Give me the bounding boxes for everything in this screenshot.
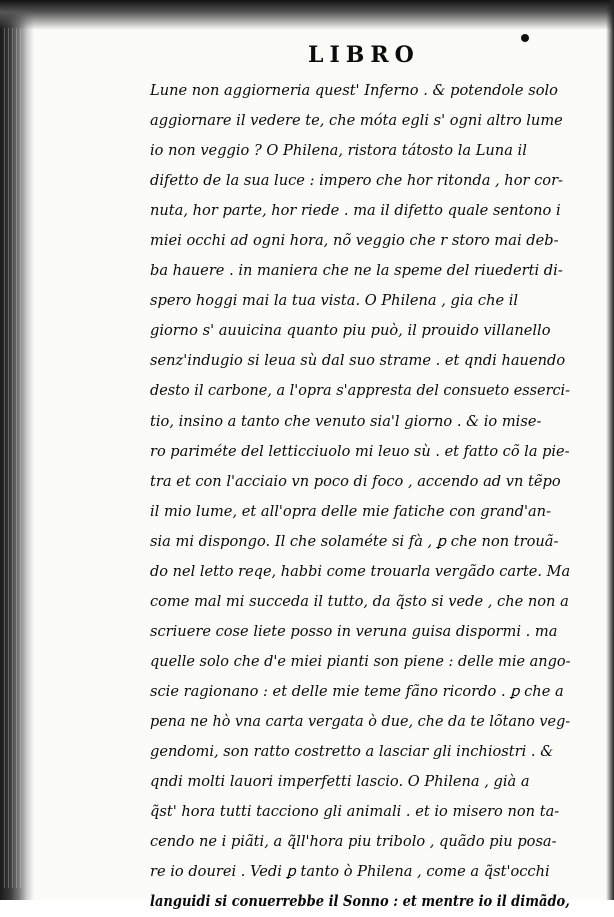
text-line: senz'indugio si leua sù dal suo strame . et qndi hauendo <box>150 352 566 370</box>
top-edge-shadow <box>0 0 614 30</box>
text-line: re io dourei . Vedi ꝑ tanto ò Philena , come a q̃st'occhi <box>150 863 550 881</box>
text-line: Lune non aggiorneria quest' Inferno . & potendole solo <box>150 82 558 99</box>
text-line: difetto de la sua luce : impero che hor ritonda , hor cor- <box>150 172 563 190</box>
text-line: scriuere cose liete posso in veruna guisa dispormi . ma <box>150 622 558 640</box>
text-line: pena ne hò vna carta vergata ò due, che da te lõtano veg- <box>150 712 571 730</box>
text-line: gendomi, son ratto costretto a lasciar gli inchiostri . & <box>150 743 554 761</box>
text-line: languidi si conuerrebbe il Sonno : et mentre io il dimãdo, <box>150 893 570 911</box>
text-line: sia mi dispongo. Il che solaméte si fà , ꝑ che non trouã- <box>150 532 559 550</box>
text-line: do nel letto reqe, habbi come trouarla vergãdo carte. Ma <box>150 562 571 580</box>
text-line: il mio lume, et all'opra delle mie fatiche con grand'an- <box>150 502 552 520</box>
text-line: spero hoggi mai la tua vista. O Philena , gia che il <box>150 292 519 310</box>
page-edges <box>4 28 22 888</box>
text-line: come mal mi succeda il tutto, da q̃sto si vede , che non a <box>150 592 569 610</box>
text-line: nuta, hor parte, hor riede . ma il difetto quale sentono i <box>150 202 561 220</box>
text-line: miei occhi ad ogni hora, nõ veggio che r storo mai deb- <box>150 232 559 250</box>
text-line: tra et con l'acciaio vn poco di foco , accendo ad vn tẽpo <box>150 472 561 490</box>
text-line: cendo ne i piãti, a q̃ll'hora piu tribolo , quãdo piu posa- <box>150 833 557 851</box>
right-edge-shadow <box>606 0 614 900</box>
text-line: q̃st' hora tutti tacciono gli animali . et io misero non ta- <box>150 803 560 821</box>
text-line: ro pariméte del letticciuolo mi leuo sù . et fatto cõ la pie- <box>150 442 570 460</box>
text-line: aggiornare il vedere te, che móta egli s' ogni altro lume <box>150 112 563 130</box>
text-block <box>150 76 570 917</box>
text-line: io non veggio ? O Philena, ristora tátosto la Luna il <box>150 142 527 160</box>
text-line: qndi molti lauori imperfetti lascio. O Philena , già a <box>150 773 530 791</box>
text-line: giorno s' auuicina quanto piu può, il prouido villanello <box>150 322 551 340</box>
ink-mark <box>521 34 529 42</box>
text-line: scie ragionano : et delle mie teme fãno ricordo . ꝑ che a <box>150 682 564 700</box>
text-line: quelle solo che d'e miei pianti son piene : delle mie ango- <box>150 652 571 670</box>
text-line: tio, insino a tanto che venuto sia'l giorno . & io mise- <box>150 412 542 430</box>
text-line: ba hauere . in maniera che ne la speme del riuederti di- <box>150 262 563 280</box>
text-line: desto il carbone, a l'opra s'appresta del consueto esserci- <box>150 382 571 400</box>
running-head: LIBRO <box>308 42 420 68</box>
